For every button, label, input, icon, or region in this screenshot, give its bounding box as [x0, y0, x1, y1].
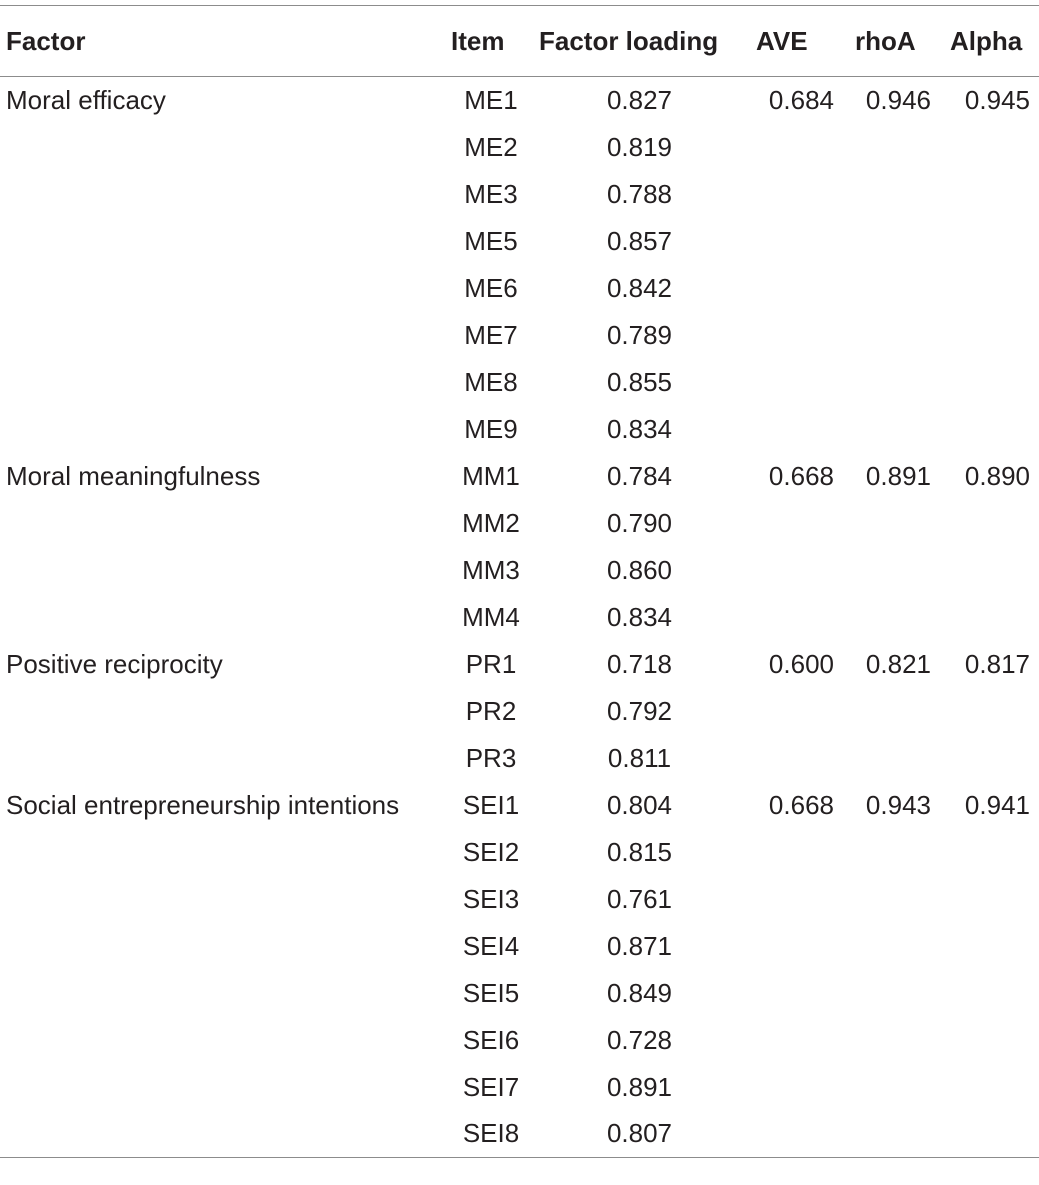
cell-item: SEI6	[462, 1024, 520, 1055]
cell-factor	[0, 500, 449, 547]
cell-alpha	[936, 171, 1039, 218]
cell-factor-loading: 0.871	[606, 930, 673, 961]
table-row	[0, 406, 1039, 453]
cell-rhoa	[839, 547, 936, 594]
cell-item: PR1	[465, 648, 517, 679]
cell-ave	[746, 265, 839, 312]
table-row	[0, 970, 1039, 1017]
cell-alpha	[936, 500, 1039, 547]
cell-rhoa	[839, 688, 936, 735]
cell-alpha	[936, 1111, 1039, 1158]
cell-factor-loading: 0.834	[606, 601, 673, 632]
cell-rhoa	[839, 312, 936, 359]
table-row	[0, 265, 1039, 312]
cell-ave	[746, 735, 839, 782]
cell-factor	[0, 594, 449, 641]
cell-alpha: 0.945	[964, 84, 1030, 115]
cell-ave	[746, 500, 839, 547]
cell-rhoa	[839, 265, 936, 312]
cell-factor-loading: 0.827	[606, 84, 673, 115]
cell-factor	[0, 735, 449, 782]
cell-factor	[0, 124, 449, 171]
cell-factor	[0, 1017, 449, 1064]
cell-item: SEI4	[462, 930, 520, 961]
cell-alpha	[936, 688, 1039, 735]
cell-factor	[0, 171, 449, 218]
cell-rhoa	[839, 359, 936, 406]
cell-alpha: 0.890	[964, 460, 1030, 491]
cell-ave	[746, 124, 839, 171]
cell-ave	[746, 1017, 839, 1064]
table-row	[0, 641, 1039, 688]
cell-alpha	[936, 406, 1039, 453]
cell-ave	[746, 218, 839, 265]
cell-item: SEI5	[462, 977, 520, 1008]
table-header-row	[0, 6, 1039, 77]
table-row	[0, 782, 1039, 829]
table-row	[0, 500, 1039, 547]
cell-rhoa	[839, 1111, 936, 1158]
cell-rhoa	[839, 923, 936, 970]
cell-ave	[746, 406, 839, 453]
cell-factor	[0, 688, 449, 735]
cell-factor-loading: 0.834	[606, 413, 673, 444]
cell-ave	[746, 688, 839, 735]
cell-factor	[0, 970, 449, 1017]
table-row	[0, 923, 1039, 970]
cell-item: SEI8	[449, 1111, 533, 1158]
table-row	[0, 735, 1039, 782]
cell-rhoa	[839, 876, 936, 923]
cell-item: SEI1	[462, 789, 520, 820]
cell-rhoa: 0.821	[865, 648, 931, 679]
cell-alpha	[936, 124, 1039, 171]
cell-alpha	[936, 359, 1039, 406]
cell-alpha	[936, 1064, 1039, 1111]
table-row	[0, 218, 1039, 265]
cell-ave: 0.668	[768, 789, 834, 820]
cell-factor	[0, 1064, 449, 1111]
cell-item: SEI7	[462, 1071, 520, 1102]
cell-factor	[0, 265, 449, 312]
cell-item: ME9	[464, 413, 518, 444]
cell-item: PR2	[465, 695, 517, 726]
table-row	[0, 77, 1039, 124]
table-row	[0, 171, 1039, 218]
cell-alpha	[936, 594, 1039, 641]
cell-item: SEI2	[462, 836, 520, 867]
cell-rhoa	[839, 829, 936, 876]
cell-item: SEI3	[462, 883, 520, 914]
cell-item: MM1	[462, 460, 520, 491]
cell-rhoa	[839, 406, 936, 453]
cell-rhoa: 0.946	[865, 84, 931, 115]
cell-ave	[746, 829, 839, 876]
table-row	[0, 359, 1039, 406]
cell-rhoa: 0.891	[865, 460, 931, 491]
cell-factor-loading: 0.849	[606, 977, 673, 1008]
cell-rhoa	[839, 735, 936, 782]
cell-factor: Social entrepreneurship intentions	[6, 789, 400, 820]
factor-loading-table	[0, 5, 1039, 1158]
cell-alpha: 0.941	[964, 789, 1030, 820]
cell-item: ME1	[464, 84, 518, 115]
cell-ave: 0.684	[768, 84, 834, 115]
table-body	[0, 77, 1039, 1158]
cell-ave	[746, 1064, 839, 1111]
cell-item: ME3	[464, 178, 518, 209]
cell-item: ME5	[464, 225, 518, 256]
cell-item: ME8	[464, 366, 518, 397]
cell-alpha: 0.817	[964, 648, 1030, 679]
table-row	[0, 829, 1039, 876]
cell-item: ME7	[464, 319, 518, 350]
table-row	[0, 1064, 1039, 1111]
cell-rhoa	[839, 218, 936, 265]
cell-item: ME6	[464, 272, 518, 303]
header-item: Item	[449, 6, 533, 77]
cell-alpha	[936, 923, 1039, 970]
cell-factor-loading: 0.819	[606, 131, 673, 162]
cell-rhoa	[839, 970, 936, 1017]
cell-factor	[0, 876, 449, 923]
cell-factor	[0, 923, 449, 970]
cell-ave	[746, 594, 839, 641]
cell-factor-loading: 0.855	[606, 366, 673, 397]
cell-factor-loading: 0.790	[606, 507, 673, 538]
table-row	[0, 688, 1039, 735]
cell-factor	[0, 1111, 449, 1158]
cell-factor-loading: 0.804	[606, 789, 673, 820]
table-row	[0, 124, 1039, 171]
cell-ave	[746, 312, 839, 359]
cell-factor-loading: 0.811	[607, 742, 672, 773]
cell-alpha	[936, 829, 1039, 876]
cell-factor-loading: 0.761	[606, 883, 673, 914]
cell-factor	[0, 312, 449, 359]
cell-rhoa	[839, 1017, 936, 1064]
cell-ave	[746, 923, 839, 970]
cell-factor	[0, 359, 449, 406]
cell-alpha	[936, 876, 1039, 923]
header-factor: Factor	[0, 6, 449, 77]
table-row	[0, 594, 1039, 641]
cell-rhoa	[839, 594, 936, 641]
cell-alpha	[936, 970, 1039, 1017]
cell-factor-loading: 0.789	[606, 319, 673, 350]
cell-factor: Moral efficacy	[6, 84, 166, 115]
cell-alpha	[936, 265, 1039, 312]
cell-factor-loading: 0.788	[606, 178, 673, 209]
cell-item: ME2	[464, 131, 518, 162]
cell-ave	[746, 876, 839, 923]
cell-ave	[746, 1111, 839, 1158]
table-row	[0, 312, 1039, 359]
cell-factor	[0, 218, 449, 265]
cell-ave	[746, 359, 839, 406]
cell-factor	[0, 547, 449, 594]
table-row	[0, 453, 1039, 500]
cell-factor-loading: 0.891	[606, 1071, 673, 1102]
cell-alpha	[936, 312, 1039, 359]
cell-factor-loading: 0.792	[606, 695, 673, 726]
header-alpha: Alpha	[936, 6, 1039, 77]
cell-factor-loading: 0.728	[606, 1024, 673, 1055]
cell-alpha	[936, 735, 1039, 782]
cell-item: MM3	[462, 554, 520, 585]
header-ave: AVE	[746, 6, 839, 77]
cell-rhoa	[839, 1064, 936, 1111]
cell-factor-loading: 0.860	[606, 554, 673, 585]
cell-item: PR3	[465, 742, 517, 773]
cell-rhoa	[839, 171, 936, 218]
cell-ave: 0.600	[768, 648, 834, 679]
cell-factor-loading: 0.718	[606, 648, 673, 679]
cell-alpha	[936, 218, 1039, 265]
table-row	[0, 1017, 1039, 1064]
cell-ave	[746, 171, 839, 218]
table-row	[0, 876, 1039, 923]
cell-factor: Moral meaningfulness	[6, 460, 261, 491]
cell-alpha	[936, 1017, 1039, 1064]
table-row	[0, 1111, 1039, 1158]
cell-ave: 0.668	[768, 460, 834, 491]
table-row	[0, 547, 1039, 594]
cell-factor-loading: 0.784	[606, 460, 673, 491]
cell-factor	[0, 829, 449, 876]
cell-factor-loading: 0.815	[606, 836, 673, 867]
cell-factor-loading: 0.842	[606, 272, 673, 303]
cell-ave	[746, 547, 839, 594]
cell-factor	[0, 406, 449, 453]
cell-factor-loading: 0.857	[606, 225, 673, 256]
cell-rhoa	[839, 124, 936, 171]
cell-ave	[746, 970, 839, 1017]
cell-rhoa	[839, 500, 936, 547]
cell-item: MM4	[462, 601, 520, 632]
header-rhoa: rhoA	[839, 6, 936, 77]
cell-factor: Positive reciprocity	[6, 648, 223, 679]
cell-factor-loading: 0.807	[533, 1111, 746, 1158]
cell-rhoa: 0.943	[865, 789, 931, 820]
header-factor-loading: Factor loading	[533, 6, 746, 77]
cell-alpha	[936, 547, 1039, 594]
cell-item: MM2	[462, 507, 520, 538]
